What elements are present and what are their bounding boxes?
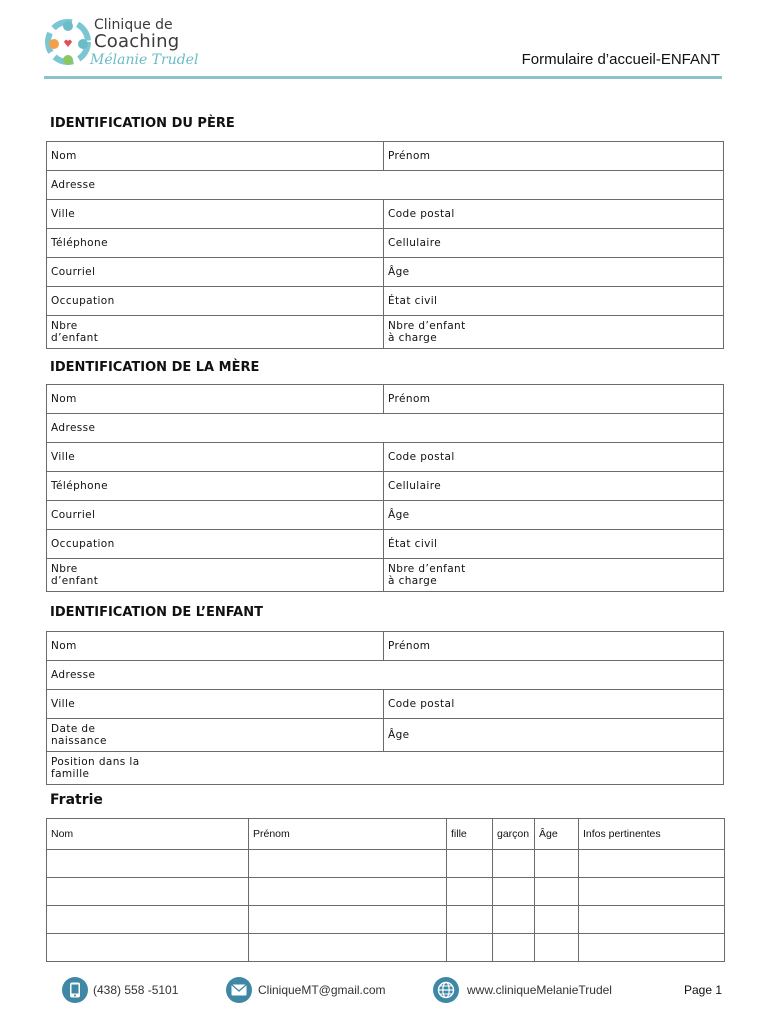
fratrie-row (47, 850, 725, 878)
fratrie-cell[interactable] (47, 878, 249, 906)
form-row (47, 142, 724, 171)
fratrie-cell[interactable] (579, 878, 725, 906)
form-field[interactable]: Téléphone (47, 472, 384, 501)
fratrie-cell[interactable] (447, 934, 493, 962)
section-title-pere: IDENTIFICATION DU PÈRE (50, 116, 235, 131)
document-title: Formulaire d’accueil-ENFANT (521, 51, 720, 68)
form-field[interactable]: Âge (384, 258, 724, 287)
logo-line3: Mélanie Trudel (90, 52, 199, 68)
form-field[interactable]: Ville (47, 200, 384, 229)
form-field[interactable]: Adresse (47, 171, 724, 200)
form-field[interactable]: Prénom (384, 142, 724, 171)
form-field[interactable]: Adresse (47, 414, 724, 443)
form-field[interactable]: Prénom (384, 385, 724, 414)
footer-website[interactable]: www.cliniqueMelanieTrudel (467, 983, 612, 997)
fratrie-cell[interactable] (447, 850, 493, 878)
form-field[interactable]: Nbre d’enfant à charge (384, 559, 724, 592)
fratrie-column-header: Âge (535, 819, 579, 850)
fratrie-cell[interactable] (47, 850, 249, 878)
fratrie-cell[interactable] (447, 878, 493, 906)
form-field[interactable]: Code postal (384, 690, 724, 719)
section-title-mere: IDENTIFICATION DE LA MÈRE (50, 360, 260, 375)
form-row (47, 530, 724, 559)
form-row (47, 752, 724, 785)
form-table-enfant (46, 631, 724, 785)
fratrie-cell[interactable] (249, 934, 447, 962)
fratrie-cell[interactable] (249, 906, 447, 934)
fratrie-row (47, 934, 725, 962)
form-row (47, 287, 724, 316)
form-row (47, 229, 724, 258)
section-title-enfant: IDENTIFICATION DE L’ENFANT (50, 605, 263, 620)
form-field[interactable]: Position dans la famille (47, 752, 724, 785)
form-field[interactable]: Courriel (47, 258, 384, 287)
form-field[interactable]: Adresse (47, 661, 724, 690)
globe-icon (433, 977, 459, 1003)
form-table-mere (46, 384, 724, 592)
fratrie-column-header: garçon (493, 819, 535, 850)
form-table-pere (46, 141, 724, 349)
form-field[interactable]: Cellulaire (384, 229, 724, 258)
form-row (47, 200, 724, 229)
fratrie-cell[interactable] (47, 934, 249, 962)
form-field[interactable]: Occupation (47, 287, 384, 316)
fratrie-header-row (47, 819, 725, 850)
form-field[interactable]: Âge (384, 719, 724, 752)
fratrie-cell[interactable] (249, 878, 447, 906)
form-field[interactable]: Date de naissance (47, 719, 384, 752)
form-field[interactable]: Nbre d’enfant (47, 316, 384, 349)
fratrie-cell[interactable] (47, 906, 249, 934)
form-field[interactable]: État civil (384, 530, 724, 559)
form-field[interactable]: Code postal (384, 200, 724, 229)
form-row (47, 632, 724, 661)
form-row (47, 258, 724, 287)
fratrie-cell[interactable] (535, 850, 579, 878)
fratrie-cell[interactable] (249, 850, 447, 878)
fratrie-column-header: Infos pertinentes (579, 819, 725, 850)
form-row (47, 719, 724, 752)
logo-line1: Clinique de (94, 17, 173, 33)
form-field[interactable]: État civil (384, 287, 724, 316)
fratrie-cell[interactable] (579, 906, 725, 934)
fratrie-table (46, 818, 725, 962)
fratrie-cell[interactable] (535, 906, 579, 934)
fratrie-column-header: Prénom (249, 819, 447, 850)
form-field[interactable]: Téléphone (47, 229, 384, 258)
fratrie-cell[interactable] (493, 850, 535, 878)
form-field[interactable]: Nom (47, 142, 384, 171)
phone-icon (62, 977, 88, 1003)
form-field[interactable]: Code postal (384, 443, 724, 472)
fratrie-cell[interactable] (535, 878, 579, 906)
form-field[interactable]: Prénom (384, 632, 724, 661)
form-row (47, 316, 724, 349)
footer-phone: (438) 558 -5101 (93, 983, 179, 997)
form-field[interactable]: Ville (47, 443, 384, 472)
fratrie-cell[interactable] (493, 906, 535, 934)
email-icon (226, 977, 252, 1003)
form-field[interactable]: Ville (47, 690, 384, 719)
header-divider (44, 76, 722, 79)
fratrie-cell[interactable] (493, 878, 535, 906)
fratrie-row (47, 906, 725, 934)
fratrie-cell[interactable] (579, 850, 725, 878)
section-title-fratrie: Fratrie (50, 792, 103, 808)
page-number: Page 1 (684, 983, 723, 997)
form-field[interactable]: Occupation (47, 530, 384, 559)
fratrie-cell[interactable] (493, 934, 535, 962)
form-row (47, 661, 724, 690)
form-row (47, 690, 724, 719)
fratrie-column-header: Nom (47, 819, 249, 850)
fratrie-column-header: fille (447, 819, 493, 850)
form-row (47, 443, 724, 472)
footer-email[interactable]: CliniqueMT@gmail.com (258, 983, 386, 997)
footer (0, 977, 770, 1007)
form-field[interactable]: Cellulaire (384, 472, 724, 501)
fratrie-cell[interactable] (579, 934, 725, 962)
form-field[interactable]: Âge (384, 501, 724, 530)
form-field[interactable]: Nom (47, 632, 384, 661)
form-field[interactable]: Nom (47, 385, 384, 414)
logo-line2: Coaching (94, 31, 180, 52)
form-row (47, 559, 724, 592)
form-row (47, 501, 724, 530)
form-field[interactable]: Nbre d’enfant à charge (384, 316, 724, 349)
form-row (47, 385, 724, 414)
form-row (47, 472, 724, 501)
fratrie-cell[interactable] (535, 934, 579, 962)
fratrie-row (47, 878, 725, 906)
fratrie-cell[interactable] (447, 906, 493, 934)
form-row (47, 414, 724, 443)
form-row (47, 171, 724, 200)
form-field[interactable]: Nbre d’enfant (47, 559, 384, 592)
form-field[interactable]: Courriel (47, 501, 384, 530)
